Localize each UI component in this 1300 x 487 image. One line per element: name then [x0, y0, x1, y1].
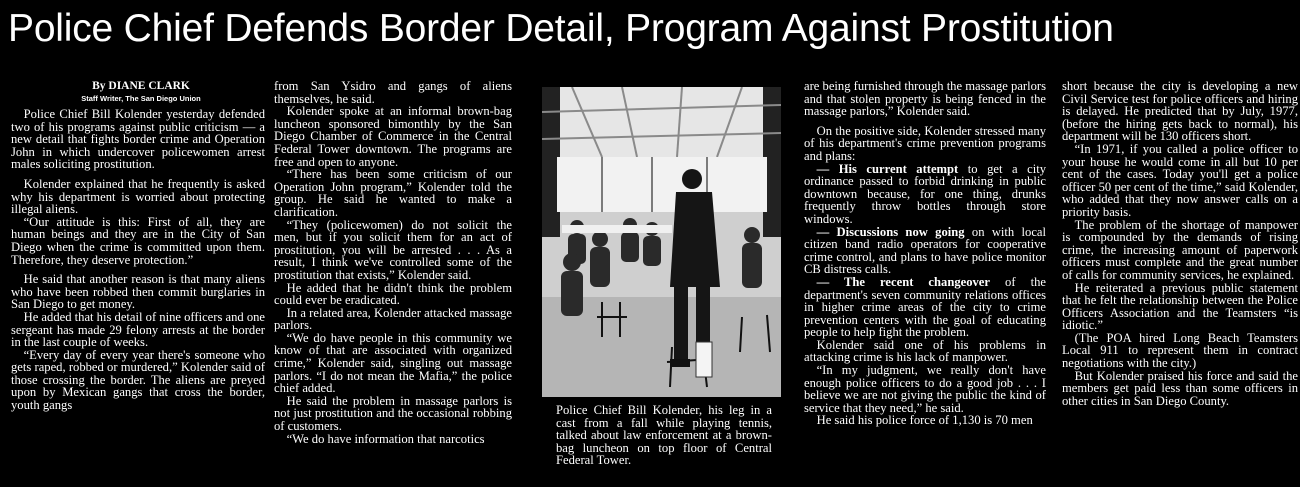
bullet-text: on with local citizen band radio operators for cooperative crime control, and plans to have police monitor CB distress calls.: [804, 224, 1047, 277]
paragraph: “In 1971, if you called a police officer to your house he would come in all but 10 per cent of the cases. Today you'll get a police officer 50 per cent of the time,” said Kolender, who added that they now answer calls on a priority basis.: [1062, 141, 1298, 219]
paragraph: “They (policewomen) do not solicit the men, but if you solicit them for an act of prostitution, you will be arrested . . . As a result, I think we've controlled some of the prostitution that exists,” Kolender said.: [274, 217, 512, 282]
paragraph: Police Chief Bill Kolender yesterday defended two of his programs against public criticism — a new detail that fights border crime and Operation John in which undercover policewomen arrest males soliciting prostitution.: [11, 107, 265, 172]
headline: Police Chief Defends Border Detail, Program Against Prostitution: [8, 7, 1114, 50]
paragraph: He added that his detail of nine officers and one sergeant has made 29 felony arrests at the border in the last couple of weeks.: [11, 309, 266, 350]
article-column-4: [804, 80, 1046, 427]
paragraph: On the positive side, Kolender stressed many of his department's crime prevention programs and plans:: [804, 123, 1046, 163]
paragraph: “We do have people in this community we know of that are associated with organized crime,” Kolender said, singling out massage parlors. “I do not mean the Mafia,” the police chief added.: [274, 330, 512, 396]
staff-line: Staff Writer, The San Diego Union: [81, 94, 201, 103]
paragraph: Kolender said one of his problems in attacking crime is his lack of manpower.: [804, 337, 1046, 365]
photo-illustration: [542, 87, 781, 397]
paragraph: “We do have information that narcotics: [286, 431, 485, 446]
article-column-1: [11, 80, 265, 412]
paragraph: In a related area, Kolender attacked massage parlors.: [274, 305, 512, 333]
photo-caption: Police Chief Bill Kolender, his leg in a cast from a fall while playing tennis, talked about law enforcement at a brown-bag luncheon on top floor of Central Federal Tower.: [556, 403, 772, 468]
paragraph: short because the city is developing a new Civil Service test for police officers and hiring is delayed. He predicted that by July, 1977, (before the hiring gets back to normal), his department will be 130 officers short.: [1062, 79, 1298, 144]
bullet-paragraph: [804, 276, 1046, 339]
article-column-5: [1062, 80, 1298, 407]
paragraph: “In my judgment, we really don't have enough police officers to do a good job . . . I believe we are not giving the public the kind of service that they need,” he said.: [804, 363, 1046, 415]
paragraph: “Our attitude is this: First of all, they are human beings and they are in the City of San Diego when the crime is committed upon them. Therefore, they deserve protection.”: [11, 214, 265, 267]
paragraph: The problem of the shortage of manpower is compounded by the demands of rising crime, the increasing amount of paperwork officers must complete and the great number of calls for community services, he explained.: [1062, 217, 1298, 282]
paragraph: “There has been some criticism of our Operation John program,” Kolender told the group. He said he wanted to make a clarification.: [274, 167, 512, 219]
bullet-lead: — Discussions now going: [816, 224, 965, 239]
paragraph: He said that another reason is that many aliens who have been robbed then commit burglaries in San Diego to get money.: [11, 272, 265, 312]
paragraph: (The POA hired Long Beach Teamsters Local 911 to represent them in contract negotiations with the city.): [1062, 330, 1298, 371]
paragraph: He said his police force of 1,130 is 70 men: [816, 413, 1033, 428]
bullet-paragraph: [804, 163, 1046, 226]
paragraph: Kolender explained that he frequently is asked why his department is worried about protecting illegal aliens.: [11, 176, 265, 217]
bullet-text: of the department's seven community relations offices in higher crime areas of the city to crime prevention centers with the goal of educating people to help fight the problem.: [804, 274, 1046, 340]
bullet-text: to get a city ordinance passed to forbid drinking in public downtown because, for one thing, drunks frequently throw bottles through store windows.: [804, 161, 1046, 226]
bullet-lead: — His current attempt: [816, 161, 959, 176]
paragraph: “Every day of every year there's someone who gets raped, robbed or murdered,” Kolender said of those crossing the border. The aliens are preyed upon by Mexican gangs that cross the border, youth gangs: [11, 347, 265, 413]
paragraph: But Kolender praised his force and said the members get paid less than some officers in other cities in San Diego County.: [1062, 368, 1298, 408]
paragraph: are being furnished through the massage parlors and that stolen property is being fenced in the massage parlors,” Kolender said.: [804, 79, 1047, 119]
bullet-paragraph: [804, 226, 1046, 276]
bullet-lead: — The recent changeover: [816, 274, 990, 289]
paragraph: He reiterated a previous public statement that he felt the relationship between the Police Officers Association and the Teamsters “is idiotic.”: [1062, 280, 1298, 333]
byline: By DIANE CLARK: [92, 80, 190, 92]
paragraph: from San Ysidro and gangs of aliens themselves, he said.: [274, 79, 512, 106]
article-column-2: [274, 80, 512, 445]
paragraph: Kolender spoke at an informal brown-bag luncheon sponsored bimonthly by the San Diego Chamber of Commerce in the Central Federal Tower downtown. The programs are free and open to anyone.: [274, 104, 512, 169]
paragraph: He said the problem in massage parlors is not just prostitution and the occasional robbing of customers.: [274, 393, 512, 434]
paragraph: He added that he didn't think the problem could ever be eradicated.: [274, 280, 512, 308]
news-photo: [542, 87, 781, 397]
